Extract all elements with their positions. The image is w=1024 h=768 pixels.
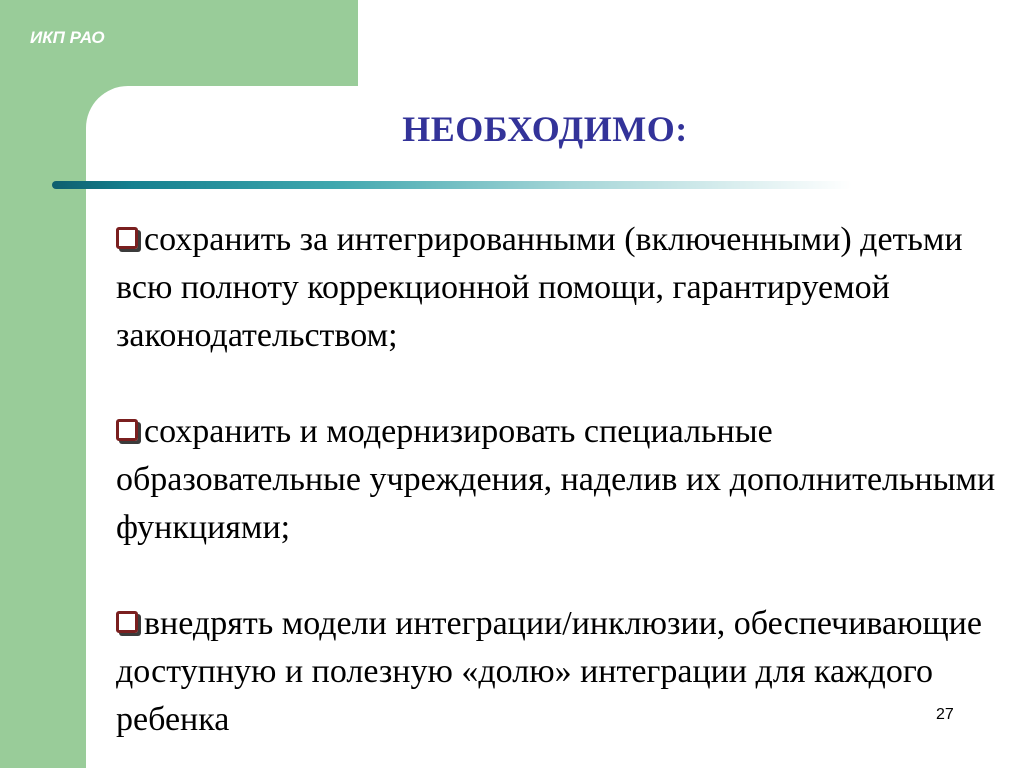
org-label: ИКП РАО <box>30 28 105 47</box>
square-bullet-icon <box>116 611 138 633</box>
square-bullet-icon <box>116 419 138 441</box>
top-white-area <box>358 0 1024 88</box>
bullet-text: сохранить и модернизировать специальные образовательные учреждения, наделив их дополнительными функциями; <box>116 413 996 546</box>
slide-title: НЕОБХОДИМО: <box>402 109 688 149</box>
bullet-item <box>116 408 996 552</box>
bullet-item <box>116 600 996 744</box>
bullet-text: внедрять модели интеграции/инклюзии, обеспечивающие доступную и полезную «долю» интеграции для каждого ребенка <box>116 605 982 738</box>
bullet-item <box>116 216 996 360</box>
page-number: 27 <box>936 706 954 723</box>
square-bullet-icon <box>116 227 138 249</box>
bullet-list <box>116 216 996 744</box>
title-divider <box>52 181 852 189</box>
bullet-text: сохранить за интегрированными (включенными) детьми всю полноту коррекционной помощи, гарантируемой законодательством; <box>116 221 963 354</box>
